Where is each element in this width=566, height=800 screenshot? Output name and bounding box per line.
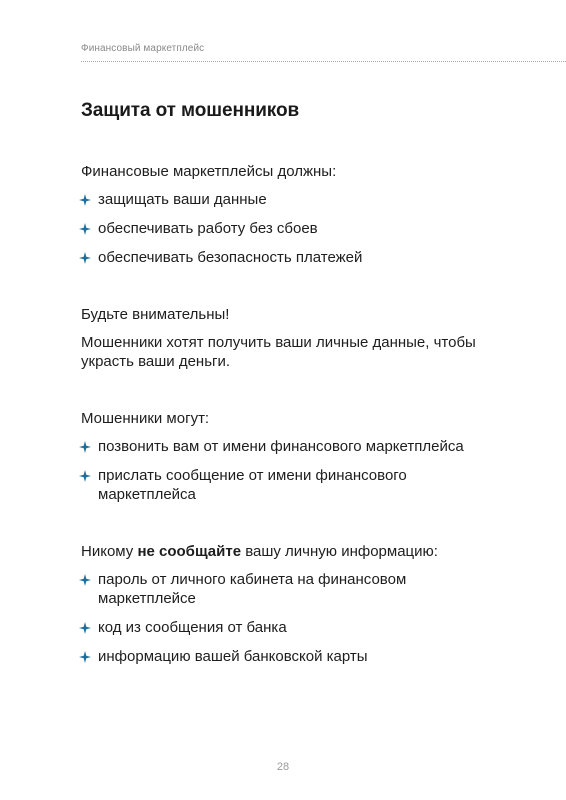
four-point-star-icon: [78, 621, 92, 635]
section3-intro-bold: не сообщайте: [137, 543, 242, 560]
list-item: [81, 647, 481, 666]
running-header: Финансовый маркетплейс: [81, 43, 205, 54]
page-title: Защита от мошенников: [81, 100, 300, 121]
list-item: [81, 190, 481, 209]
section3-intro-after: вашу личную информацию:: [241, 543, 438, 560]
four-point-star-icon: [78, 469, 92, 483]
four-point-star-icon: [78, 251, 92, 265]
list-item-text: информацию вашей банковской карты: [98, 648, 368, 665]
four-point-star-icon: [78, 573, 92, 587]
list-item-text: код из сообщения от банка: [98, 619, 287, 636]
warning-heading: Будьте внимательны!: [81, 306, 230, 323]
list-item: [81, 466, 481, 504]
list-item-text: пароль от личного кабинета на финансовом маркетплейсе: [98, 571, 407, 607]
list-item-text: обеспечивать работу без сбоев: [98, 220, 318, 237]
section3-intro-before: Никому: [81, 543, 138, 560]
section2-list: [81, 437, 481, 504]
list-item-text: позвонить вам от имени финансового маркетплейса: [98, 438, 464, 455]
section1-intro: Финансовые маркетплейсы должны:: [81, 163, 337, 180]
list-item: [81, 570, 481, 608]
page-number: 28: [276, 761, 290, 773]
page-content: [81, 162, 481, 666]
list-item: [81, 437, 481, 456]
four-point-star-icon: [78, 193, 92, 207]
section2-intro: Мошенники могут:: [81, 410, 210, 427]
section3-list: [81, 570, 481, 666]
section1-list: [81, 190, 481, 267]
list-item-text: защищать ваши данные: [98, 191, 267, 208]
four-point-star-icon: [78, 222, 92, 236]
list-item: [81, 248, 481, 267]
section3-intro: [81, 542, 481, 561]
list-item: [81, 219, 481, 238]
list-item: [81, 618, 481, 637]
four-point-star-icon: [78, 650, 92, 664]
list-item-text: обеспечивать безопасность платежей: [98, 249, 363, 266]
header-divider: [81, 61, 566, 62]
list-item-text: прислать сообщение от имени финансового маркетплейса: [98, 467, 407, 503]
four-point-star-icon: [78, 440, 92, 454]
warning-text: Мошенники хотят получить ваши личные данные, чтобы украсть ваши деньги.: [81, 334, 476, 370]
